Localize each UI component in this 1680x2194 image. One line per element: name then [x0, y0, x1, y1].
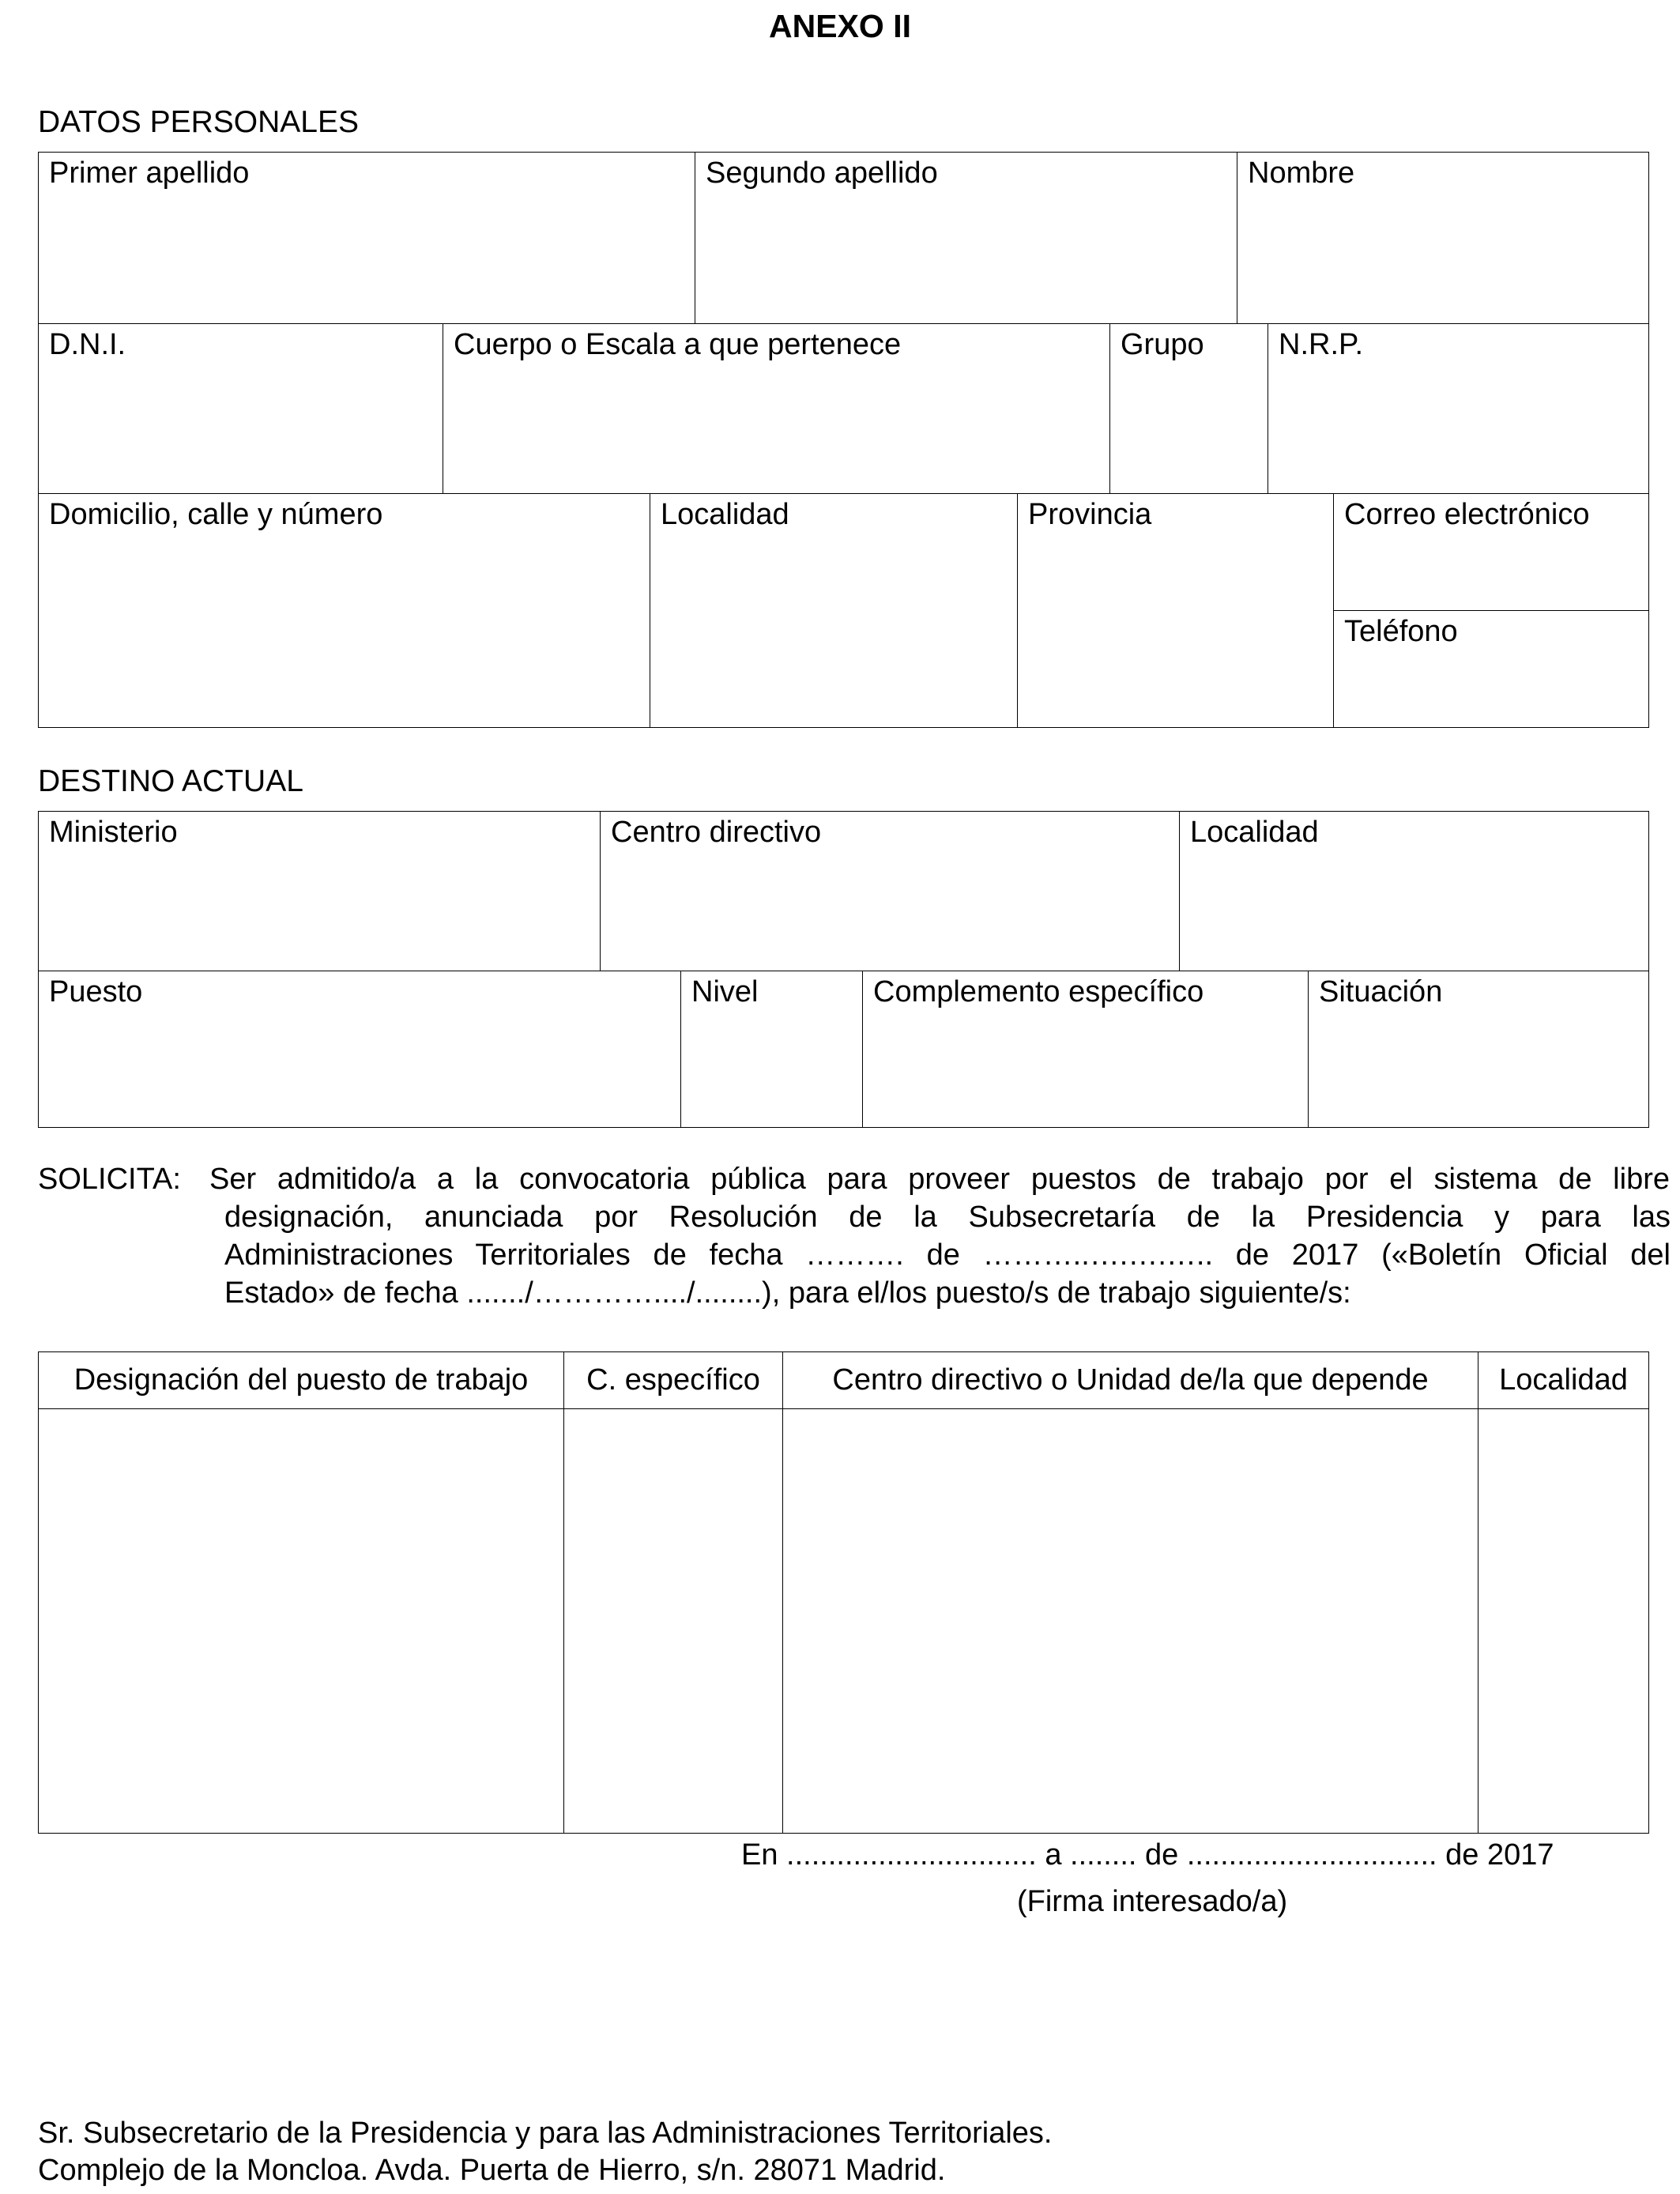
destino-actual-heading: DESTINO ACTUAL — [38, 764, 303, 798]
table-cell-designacion[interactable] — [38, 1408, 564, 1834]
field-puesto[interactable] — [38, 971, 681, 1128]
footer-recipient: Sr. Subsecretario de la Presidencia y para las Administraciones Territoriales. — [38, 2117, 1053, 2150]
table-header-centro-directivo: Centro directivo o Unidad de/la que depende — [782, 1351, 1478, 1409]
field-localidad[interactable] — [650, 493, 1018, 728]
field-telefono[interactable] — [1333, 610, 1649, 728]
field-nivel[interactable] — [680, 971, 863, 1128]
field-label: Primer apellido — [49, 156, 250, 190]
table-cell-localidad[interactable] — [1478, 1408, 1649, 1834]
field-ministerio[interactable] — [38, 811, 601, 971]
field-nrp[interactable] — [1268, 323, 1649, 494]
field-centro-directivo[interactable] — [600, 811, 1180, 971]
field-correo-electronico[interactable] — [1333, 493, 1649, 611]
place-date-line: En .............................. a ........ de .............................. de 2017 — [741, 1838, 1554, 1872]
field-provincia[interactable] — [1017, 493, 1334, 728]
table-header-designacion: Designación del puesto de trabajo — [38, 1351, 564, 1409]
field-dni[interactable] — [38, 323, 443, 494]
solicita-line-4: Estado» de fecha ......./…………..../........), para el/los puesto/s de trabajo siguiente/s: — [224, 1276, 1351, 1310]
page-title: ANEXO II — [769, 8, 911, 44]
field-label: Teléfono — [1344, 615, 1458, 648]
field-label: Nivel — [691, 975, 759, 1008]
field-complemento-especifico[interactable] — [862, 971, 1309, 1128]
field-label: Puesto — [49, 975, 143, 1008]
solicita-label: SOLICITA: — [38, 1163, 181, 1196]
table-header-c-especifico: C. específico — [563, 1351, 783, 1409]
table-cell-centro-directivo[interactable] — [782, 1408, 1478, 1834]
footer-address: Complejo de la Moncloa. Avda. Puerta de Hierro, s/n. 28071 Madrid. — [38, 2154, 946, 2187]
solicita-line-2: designación, anunciada por Resolución de la Subsecretaría de la Presidencia y para las — [224, 1201, 1671, 1234]
table-cell-c-especifico[interactable] — [563, 1408, 783, 1834]
table-header-localidad: Localidad — [1478, 1351, 1649, 1409]
field-label: Localidad — [1190, 816, 1319, 849]
solicita-line-3: Administraciones Territoriales de fecha ………. de ………..….….….. de 2017 («Boletín Oficial del — [224, 1238, 1671, 1272]
field-segundo-apellido[interactable] — [695, 152, 1237, 324]
field-label: N.R.P. — [1279, 328, 1364, 361]
field-label: Segundo apellido — [706, 156, 938, 190]
field-label: Domicilio, calle y número — [49, 498, 383, 531]
solicita-line-1: Ser admitido/a a la convocatoria pública para proveer puestos de trabajo por el sistema de libre — [209, 1163, 1670, 1196]
field-situacion[interactable] — [1308, 971, 1649, 1128]
field-cuerpo-escala[interactable] — [443, 323, 1110, 494]
field-label: Provincia — [1028, 498, 1152, 531]
field-label: Localidad — [661, 498, 789, 531]
datos-personales-heading: DATOS PERSONALES — [38, 105, 360, 139]
field-nombre[interactable] — [1237, 152, 1649, 324]
field-label: Grupo — [1121, 328, 1204, 361]
field-label: Ministerio — [49, 816, 178, 849]
field-label: D.N.I. — [49, 328, 126, 361]
field-label: Complemento específico — [873, 975, 1204, 1008]
firma-label: (Firma interesado/a) — [1017, 1885, 1288, 1918]
field-domicilio[interactable] — [38, 493, 650, 728]
field-label: Cuerpo o Escala a que pertenece — [454, 328, 902, 361]
field-label: Nombre — [1248, 156, 1355, 190]
field-grupo[interactable] — [1109, 323, 1268, 494]
field-label: Situación — [1319, 975, 1443, 1008]
field-localidad-destino[interactable] — [1179, 811, 1649, 971]
field-label: Correo electrónico — [1344, 498, 1590, 531]
field-primer-apellido[interactable] — [38, 152, 695, 324]
field-label: Centro directivo — [611, 816, 822, 849]
